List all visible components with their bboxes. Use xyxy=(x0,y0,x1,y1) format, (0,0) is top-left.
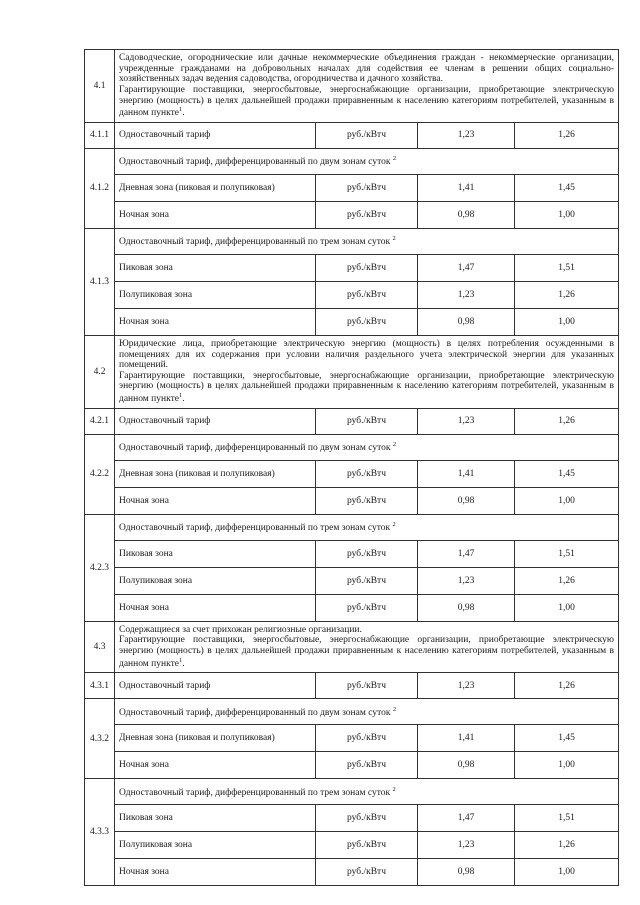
zone-label xyxy=(115,699,619,725)
section-row xyxy=(85,50,619,123)
zone-header-row xyxy=(85,228,619,254)
zone-row-label: Полупиковая зона xyxy=(115,281,316,308)
zone-label-text: Одноставочный тариф, дифференцированный по двум зонам суток xyxy=(119,707,391,718)
zone-row-label: Ночная зона xyxy=(115,752,316,779)
row-value-2: 1,26 xyxy=(515,122,619,148)
footnote-mark: 2 xyxy=(392,785,396,793)
zone-label-text: Одноставочный тариф, дифференцированный по двум зонам суток xyxy=(119,443,391,454)
zone-row-value-1: 1,47 xyxy=(418,254,515,281)
section-number: 4.1 xyxy=(85,50,115,123)
row-unit: руб./кВтч xyxy=(316,408,418,434)
zone-row-unit: руб./кВтч xyxy=(316,725,418,752)
zone-row-value-2: 1,00 xyxy=(515,752,619,779)
zone-row-value-1: 1,47 xyxy=(418,540,515,567)
zone-row-unit: руб./кВтч xyxy=(316,859,418,886)
zone-label-text: Одноставочный тариф, дифференцированный по двум зонам суток xyxy=(119,157,391,168)
zone-row xyxy=(85,460,619,487)
zone-row-value-2: 1,51 xyxy=(515,254,619,281)
zone-row xyxy=(85,752,619,779)
section-number: 4.3 xyxy=(85,621,115,673)
section-description xyxy=(115,335,619,408)
zone-row-value-2: 1,26 xyxy=(515,281,619,308)
zone-row-label: Дневная зона (пиковая и полупиковая) xyxy=(115,174,316,201)
section-number: 4.2 xyxy=(85,335,115,408)
row-value-1: 1,23 xyxy=(418,408,515,434)
section-row xyxy=(85,335,619,408)
zone-number: 4.1.3 xyxy=(85,228,115,335)
section-text-2-body: Гарантирующие поставщики, энергосбытовые, энергоснабжающие организации, приобретающие электрическую энергию (мощность) в целях дальнейшей продажи приравненным к населению категориям потребителей, указанным в данном пункте xyxy=(119,84,615,119)
zone-row-unit: руб./кВтч xyxy=(316,594,418,621)
row-unit: руб./кВтч xyxy=(316,673,418,699)
zone-row-label: Ночная зона xyxy=(115,308,316,335)
zone-row xyxy=(85,725,619,752)
zone-row-label: Пиковая зона xyxy=(115,254,316,281)
zone-row-value-2: 1,26 xyxy=(515,567,619,594)
zone-row-value-2: 1,00 xyxy=(515,487,619,514)
section-text-2 xyxy=(119,371,614,405)
zone-row-value-2: 1,45 xyxy=(515,725,619,752)
zone-row-value-2: 1,51 xyxy=(515,540,619,567)
zone-row xyxy=(85,859,619,886)
zone-row xyxy=(85,254,619,281)
zone-row-value-2: 1,45 xyxy=(515,460,619,487)
zone-header-row xyxy=(85,514,619,540)
zone-row-label: Полупиковая зона xyxy=(115,832,316,859)
zone-row-value-1: 0,98 xyxy=(418,594,515,621)
zone-row xyxy=(85,174,619,201)
zone-label xyxy=(115,514,619,540)
footnote-mark: 1 xyxy=(178,106,183,114)
zone-row-value-1: 0,98 xyxy=(418,752,515,779)
zone-row xyxy=(85,540,619,567)
zone-row-unit: руб./кВтч xyxy=(316,805,418,832)
row-value-1: 1,23 xyxy=(418,122,515,148)
zone-label xyxy=(115,779,619,805)
zone-row-unit: руб./кВтч xyxy=(316,174,418,201)
zone-row-unit: руб./кВтч xyxy=(316,487,418,514)
section-text-2-body: Гарантирующие поставщики, энергосбытовые, энергоснабжающие организации, приобретающие электрическую энергию (мощность) в целях дальнейшей продажи приравненным к населению категориям потребителей, указанным в данном пункте xyxy=(119,635,615,669)
zone-row xyxy=(85,308,619,335)
zone-header-row xyxy=(85,699,619,725)
zone-row-unit: руб./кВтч xyxy=(316,201,418,228)
row-number: 4.1.1 xyxy=(85,122,115,148)
section-text: Садоводческие, огороднические или дачные некоммерческие объединения граждан - некоммерческие организации, учрежденные гражданами на добровольных началах для содействия ее членам в решении общих социально-хозяйственных задач ведения садоводства, огородничества и дачного хозяйства. xyxy=(119,53,615,85)
zone-row xyxy=(85,487,619,514)
zone-row-value-1: 1,47 xyxy=(418,805,515,832)
zone-row-unit: руб./кВтч xyxy=(316,567,418,594)
zone-number: 4.2.2 xyxy=(85,434,115,514)
row-label: Одноставочный тариф xyxy=(115,673,316,699)
section-text-2-body: Гарантирующие поставщики, энергосбытовые, энергоснабжающие организации, приобретающие электрическую энергию (мощность) в целях дальнейшей продажи приравненным к населению категориям потребителей, указанным в данном пункте xyxy=(119,370,615,405)
row-number: 4.3.1 xyxy=(85,673,115,699)
row-unit: руб./кВтч xyxy=(316,122,418,148)
period: . xyxy=(182,658,185,669)
zone-row-value-1: 0,98 xyxy=(418,201,515,228)
section-description xyxy=(115,50,619,123)
row-label: Одноставочный тариф xyxy=(115,408,316,434)
tariff-table-body xyxy=(85,50,619,886)
zone-row-value-1: 1,23 xyxy=(418,281,515,308)
zone-row xyxy=(85,805,619,832)
section-text-2 xyxy=(119,85,614,119)
footnote-mark: 2 xyxy=(392,705,397,713)
zone-label xyxy=(115,148,619,174)
zone-row-value-1: 1,41 xyxy=(418,460,515,487)
zone-number: 4.3.2 xyxy=(85,699,115,779)
zone-row-label: Ночная зона xyxy=(115,201,316,228)
zone-row-value-2: 1,26 xyxy=(515,832,619,859)
zone-row-value-1: 1,23 xyxy=(418,567,515,594)
zone-row-unit: руб./кВтч xyxy=(316,460,418,487)
zone-row-value-2: 1,00 xyxy=(515,201,619,228)
zone-row-unit: руб./кВтч xyxy=(316,832,418,859)
zone-row-label: Ночная зона xyxy=(115,487,316,514)
row-label: Одноставочный тариф xyxy=(115,122,316,148)
section-text: Юридические лица, приобретающие электрическую энергию (мощность) в целях потребления осужденными в помещениях для их содержания при условии наличия раздельного учета электрической энергии для указанных помещений. xyxy=(119,338,615,371)
section-description xyxy=(115,621,619,673)
zone-row xyxy=(85,567,619,594)
zone-row-label: Дневная зона (пиковая и полупиковая) xyxy=(115,725,316,752)
zone-row-unit: руб./кВтч xyxy=(316,540,418,567)
footnote-mark: 2 xyxy=(392,520,396,528)
zone-number: 4.3.3 xyxy=(85,779,115,886)
footnote-mark: 2 xyxy=(392,440,397,448)
period: . xyxy=(182,108,185,119)
zone-row-label: Пиковая зона xyxy=(115,540,316,567)
zone-row-label: Ночная зона xyxy=(115,859,316,886)
section-text: Содержащиеся за счет прихожан религиозные организации. xyxy=(119,624,362,635)
zone-label xyxy=(115,434,619,460)
zone-row-unit: руб./кВтч xyxy=(316,281,418,308)
zone-row-value-2: 1,00 xyxy=(515,594,619,621)
zone-header-row xyxy=(85,779,619,805)
zone-label-text: Одноставочный тариф, дифференцированный по трем зонам суток xyxy=(119,523,391,534)
zone-label xyxy=(115,228,619,254)
section-row xyxy=(85,621,619,673)
zone-row-value-2: 1,00 xyxy=(515,859,619,886)
zone-row-value-1: 1,41 xyxy=(418,725,515,752)
zone-row-unit: руб./кВтч xyxy=(316,254,418,281)
period: . xyxy=(182,394,185,405)
tariff-row xyxy=(85,673,619,699)
zone-label-text: Одноставочный тариф, дифференцированный по трем зонам суток xyxy=(119,787,391,798)
zone-header-row xyxy=(85,434,619,460)
zone-row-label: Пиковая зона xyxy=(115,805,316,832)
row-value-1: 1,23 xyxy=(418,673,515,699)
tariff-row xyxy=(85,408,619,434)
zone-header-row xyxy=(85,148,619,174)
zone-row-value-2: 1,51 xyxy=(515,805,619,832)
zone-label-text: Одноставочный тариф, дифференцированный по трем зонам суток xyxy=(119,237,391,248)
zone-row-value-1: 0,98 xyxy=(418,308,515,335)
zone-row-label: Ночная зона xyxy=(115,594,316,621)
zone-row xyxy=(85,201,619,228)
footnote-mark: 2 xyxy=(392,235,396,243)
zone-row-unit: руб./кВтч xyxy=(316,308,418,335)
row-value-2: 1,26 xyxy=(515,408,619,434)
zone-row-unit: руб./кВтч xyxy=(316,752,418,779)
zone-row-value-1: 0,98 xyxy=(418,487,515,514)
row-value-2: 1,26 xyxy=(515,673,619,699)
zone-row-value-1: 0,98 xyxy=(418,859,515,886)
zone-row xyxy=(85,281,619,308)
row-number: 4.2.1 xyxy=(85,408,115,434)
zone-number: 4.1.2 xyxy=(85,148,115,228)
zone-row xyxy=(85,832,619,859)
footnote-mark: 1 xyxy=(178,656,183,664)
zone-row xyxy=(85,594,619,621)
tariff-table xyxy=(84,49,619,886)
footnote-mark: 2 xyxy=(392,155,397,163)
zone-row-value-1: 1,23 xyxy=(418,832,515,859)
tariff-row xyxy=(85,122,619,148)
zone-row-label: Дневная зона (пиковая и полупиковая) xyxy=(115,460,316,487)
footnote-mark: 1 xyxy=(178,392,183,400)
zone-row-value-2: 1,45 xyxy=(515,174,619,201)
zone-row-value-2: 1,00 xyxy=(515,308,619,335)
zone-number: 4.2.3 xyxy=(85,514,115,621)
section-text-2 xyxy=(119,635,614,669)
zone-row-label: Полупиковая зона xyxy=(115,567,316,594)
zone-row-value-1: 1,41 xyxy=(418,174,515,201)
